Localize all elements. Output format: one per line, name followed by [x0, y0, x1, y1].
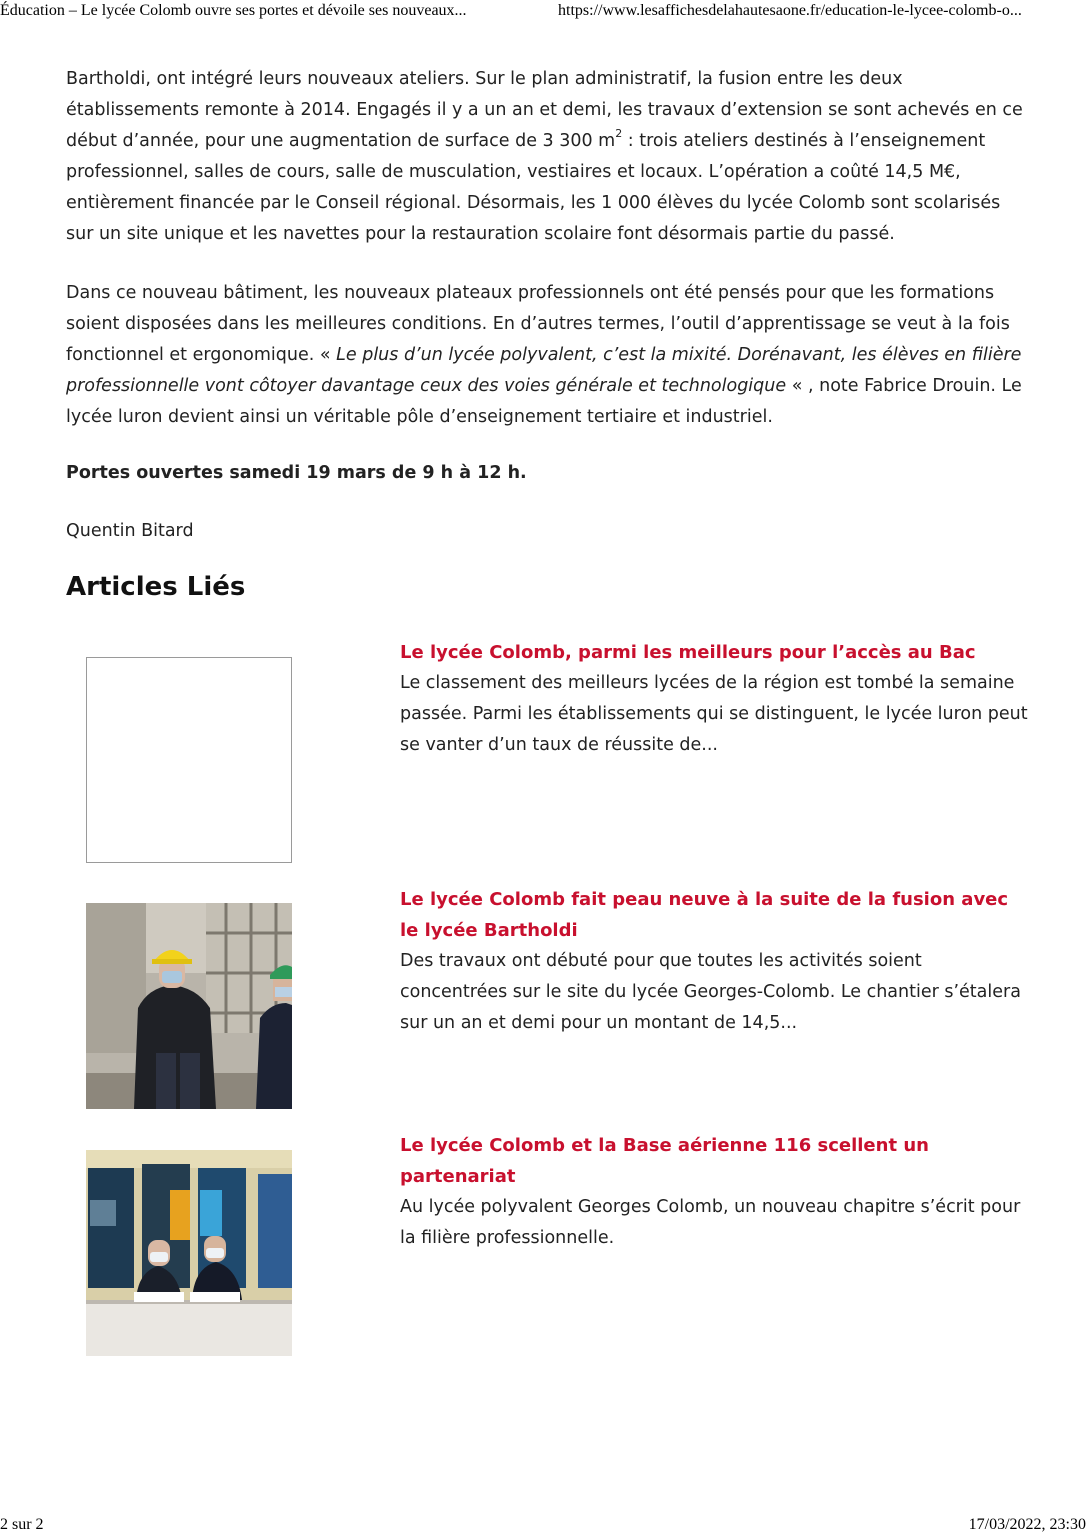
- print-header: [0, 0, 1086, 26]
- construction-site-photo: [86, 903, 292, 1109]
- open-days-notice: Portes ouvertes samedi 19 mars de 9 h à 12 h.: [66, 463, 527, 483]
- related-article-1-title-link[interactable]: Le lycée Colomb, parmi les meilleurs pour l’accès au Bac: [400, 642, 976, 663]
- partnership-signing-photo: [86, 1150, 292, 1356]
- print-footer: [0, 1516, 1086, 1536]
- related-article-2[interactable]: [66, 884, 1026, 1094]
- print-header-title: Éducation – Le lycée Colomb ouvre ses portes et dévoile ses nouveaux...: [0, 2, 467, 19]
- related-article-1-text: [400, 637, 1030, 761]
- related-article-2-thumbnail-construction-photo[interactable]: [86, 903, 292, 1109]
- related-article-3-text: [400, 1130, 1030, 1254]
- related-articles-heading: Articles Liés: [66, 572, 246, 602]
- related-article-3-title-link[interactable]: Le lycée Colomb et la Base aérienne 116 scellent un partenariat: [400, 1135, 929, 1187]
- paragraph-2-text-a: Dans ce nouveau bâtiment, les nouveaux plateaux professionnels ont été pensés pour que les formations soient disposées dans les meilleures conditions. En d’autres termes, l’outil d’apprentissage se veut à la fois fonctionnel et ergonomique. «: [66, 283, 1010, 365]
- article-author: Quentin Bitard: [66, 521, 194, 541]
- related-article-2-title-link[interactable]: Le lycée Colomb fait peau neuve à la suite de la fusion avec le lycée Bartholdi: [400, 889, 1009, 941]
- article-paragraph-1: [66, 64, 1026, 250]
- quote-fabrice-drouin: Le plus d’un lycée polyvalent, c’est la mixité. Dorénavant, les élèves en filière professionnelle vont côtoyer davantage ceux des voies générale et technologique: [66, 345, 1022, 396]
- paragraph-1-text-a: Bartholdi, ont intégré leurs nouveaux ateliers. Sur le plan administratif, la fusion entre les deux établissements remonte à 2014. Engagés il y a un an et demi, les travaux d’extension se sont achevés en ce début d’année, pour une augmentation de surface de 3 300 m: [66, 69, 1023, 151]
- print-header-url: https://www.lesaffichesdelahautesaone.fr/education-le-lycee-colomb-o...: [558, 2, 1022, 19]
- related-article-2-excerpt: Des travaux ont débuté pour que toutes les activités soient concentrées sur le site du lycée Georges-Colomb. Le chantier s’étalera sur un an et demi pour un montant de 14,5...: [400, 951, 1021, 1033]
- related-article-2-text: [400, 884, 1030, 1039]
- print-datetime: 17/03/2022, 23:30: [968, 1516, 1086, 1533]
- related-article-3-excerpt: Au lycée polyvalent Georges Colomb, un nouveau chapitre s’écrit pour la filière professionnelle.: [400, 1197, 1021, 1248]
- related-article-1[interactable]: [66, 637, 1026, 847]
- paragraph-2-text-b: « , note Fabrice Drouin. Le lycée luron devient ainsi un véritable pôle d’enseignement tertiaire et industriel.: [66, 376, 1022, 427]
- related-article-3-thumbnail-signing-photo[interactable]: [86, 1150, 292, 1356]
- related-article-1-thumbnail-placeholder[interactable]: [86, 657, 292, 863]
- page-number: 2 sur 2: [0, 1516, 44, 1533]
- superscript-2: 2: [615, 127, 623, 141]
- paragraph-1-text-b: : trois ateliers destinés à l’enseignement professionnel, salles de cours, salle de musculation, vestiaires et locaux. L’opération a coûté 14,5 M€, entièrement financée par le Conseil régional. Désormais, les 1 000 élèves du lycée Colomb sont scolarisés sur un site unique et les navettes pour la restauration scolaire font désormais partie du passé.: [66, 131, 1001, 244]
- related-article-3[interactable]: [66, 1130, 1026, 1340]
- related-article-1-excerpt: Le classement des meilleurs lycées de la région est tombé la semaine passée. Parmi les établissements qui se distinguent, le lycée luron peut se vanter d’un taux de réussite de...: [400, 673, 1028, 755]
- article-paragraph-2: [66, 278, 1026, 433]
